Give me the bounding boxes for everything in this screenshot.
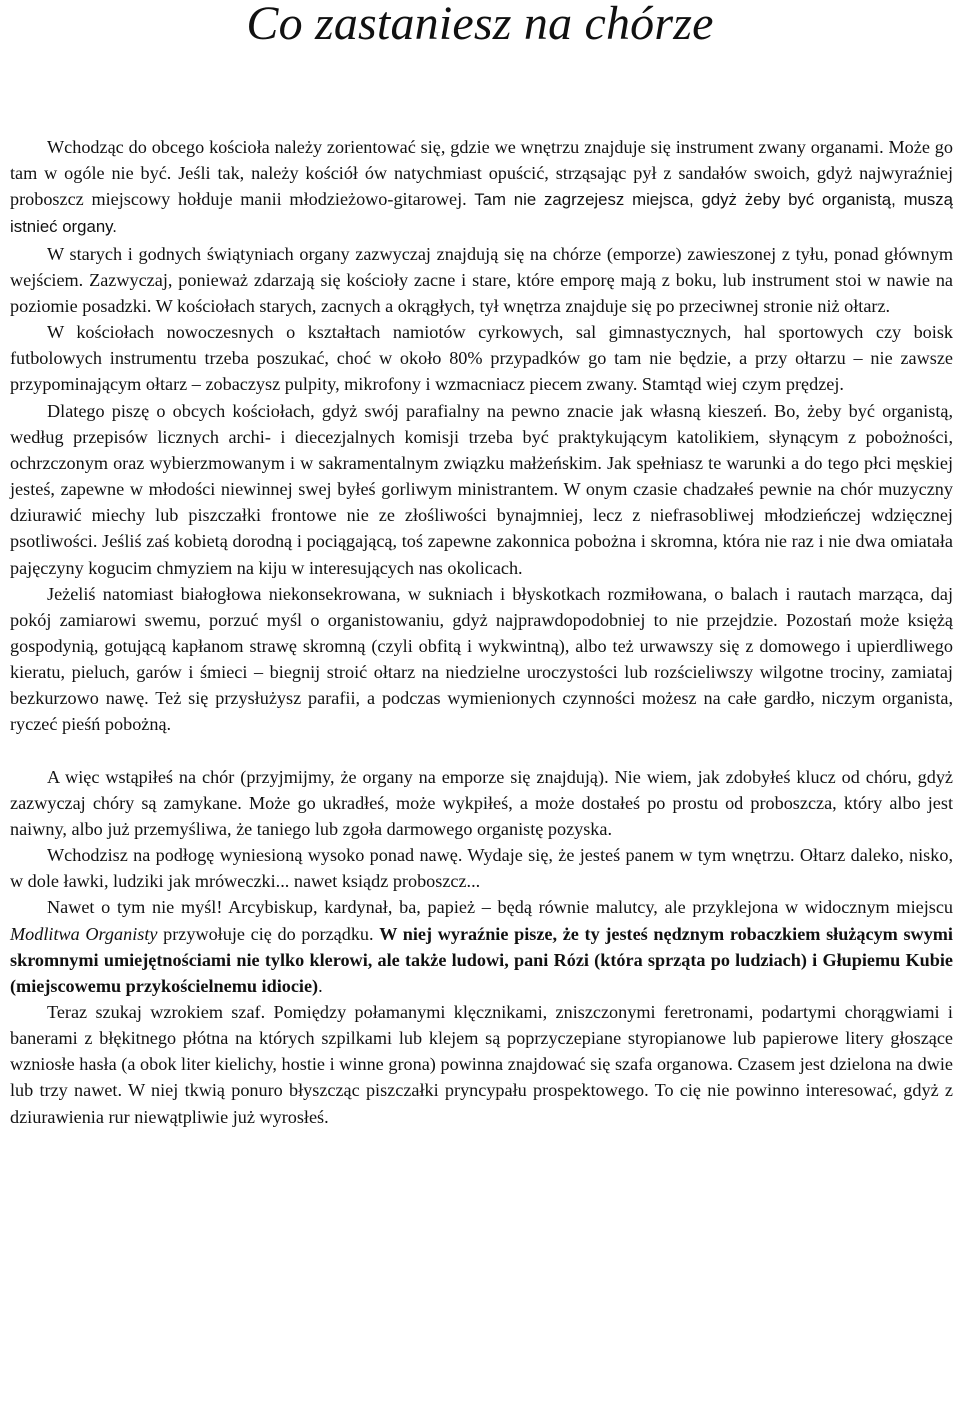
section-spacer <box>10 738 953 764</box>
paragraph-1-text: Wchodząc do obcego kościoła należy zorientować się, gdzie we wnętrzu znajduje się instrument zwany organami. Może go tam w ogóle nie być. Jeśli tak, należy kościół ów natychmiast opuścić, strząsając pył z sandałów swoich, gdyż najwyraźniej proboszcz miejscowy hołduje manii młodzieżowo-gitarowej. <box>10 137 953 210</box>
paragraph-4: Dlatego piszę o obcych kościołach, gdyż swój parafialny na pewno znacie jak własną kieszeń. Bo, żeby być organistą, według przepisów licznych archi- i diecezjalnych komisji trzeba być praktykującym katolikiem, słynącym z pobożności, ochrzczonym oraz wybierzmowanym i w sakramentalnym związku małżeńskim. Jak spełniasz te warunki a do tego płci męskiej jesteś, zapewne w młodości niewinnej swej byłeś gorliwym ministrantem. W onym czasie chadzałeś pewnie na chór muzyczny dziurawić miechy lub piszczałki frontowe nie ze złośliwości bynajmniej, lecz z niefrasobliwej młodzieńczej wdzięcznej psotliwości. Jeśliś zaś kobietą dorodną i pociągającą, toś zapewne zakonnica pobożna i skromna, która nie raz i nie dwa omiatała pajęczyny kogucim chmyziem na kiju w interesujących nas okolicach. <box>10 400 953 578</box>
bold-passage: W niej wyraźnie pisze, że ty jesteś nędznym robaczkiem służącym swymi skromnymi umiejętnościami nie tylko klerowi, ale także ludowi, pani Rózi (która sprząta po ludziach) i Głupiemu Kubie (miejscowemu przykościelnemu idiocie) <box>10 923 953 996</box>
paragraph-5: Jeżeliś natomiast białogłowa niekonsekrowana, w sukniach i błyskotkach rozmiłowana, o balach i rautach marząca, daj pokój zamiarowi swemu, porzuć myśl o organistowaniu, gdyż najprawdopodobniej to nie przejdzie. Pozostań może księżą gospodynią, gotującą kapłanom strawę skromną (czyli obfitą i wykwintną), albo też urwawszy się z domowego i upierdliwego kieratu, pieluch, garów i śmieci – biegnij stroić ołtarz na niedzielne uroczystości lub rozścieliwszy wilgotne trociny, zamiataj bezkurzowo nawę. Też się przysłużysz parafii, a podczas wymienionych czynności możesz na całe gardło, niczym organista, ryczeć pieśń pobożną. <box>10 583 953 735</box>
prayer-title: Modlitwa Organisty <box>10 923 158 944</box>
paragraph-1-sans-text: Tam nie zagrzejesz miejsca, gdyż żeby być organistą, muszą istnieć organy. <box>10 190 954 237</box>
paragraph-1 <box>10 134 953 241</box>
paragraph-3: W kościołach nowoczesnych o kształtach namiotów cyrkowych, sal gimnastycznych, hal sportowych czy boisk futbolowych instrumentu trzeba poszukać, choć w około 80% przypadków go tam nie będzie, a przy ołtarzu – nie zawsze przypominającym ołtarz – zobaczysz pulpity, mikrofony i wzmacniacz piecem zwany. Stamtąd wiej czym prędzej. <box>10 322 953 395</box>
document-body <box>10 134 953 1130</box>
paragraph-8 <box>10 894 953 999</box>
paragraph-7: Wchodzisz na podłogę wyniesioną wysoko ponad nawę. Wydaje się, że jesteś panem w tym wnętrzu. Ołtarz daleko, nisko, w dole ławki, ludziki jak mróweczki... nawet ksiądz proboszcz... <box>10 845 953 892</box>
paragraph-8-text-middle: przywołuje cię do porządku. <box>157 923 380 944</box>
paragraph-9: Teraz szukaj wzrokiem szaf. Pomiędzy połamanymi klęcznikami, zniszczonymi feretronami, podartymi chorągwiami i banerami z błękitnego płótna na których szpilkami lub klejem są poprzyczepiane styropianowe lub papierowe litery głoszące wzniosłe hasła (a obok liter kielichy, hostie i winne grona) powinna znajdować się szafa organowa. Czasem jest dzielona na dwie lub trzy nawet. W niej tkwią ponuro błyszcząc piszczałki pryncypału prospektowego. To cię nie powinno interesować, gdyż z dziurawienia rur niewątpliwie już wyrosłeś. <box>10 1002 953 1127</box>
paragraph-2: W starych i godnych świątyniach organy zazwyczaj znajdują się na chórze (emporze) zawieszonej z tyłu, ponad głównym wejściem. Zazwyczaj, ponieważ zdarzają się kościoły zacne i stare, które emporę mają z boku, lub instrument stoi w nawie na poziomie posadzki. W kościołach starych, zacnych a okrągłych, tył wnętrza znajduje się po przeciwnej stronie niż ołtarz. <box>10 243 953 316</box>
paragraph-6: A więc wstąpiłeś na chór (przyjmijmy, że organy na emporze się znajdują). Nie wiem, jak zdobyłeś klucz od chóru, gdyż zazwyczaj chóry są zamykane. Może go ukradłeś, może wykpiłeś, a może dostałeś po prostu od proboszcza, który albo jest naiwny, albo już przemyśliwa, że taniego lub zgoła darmowego organistę pozyska. <box>10 766 953 839</box>
page-title: Co zastaniesz na chórze <box>246 0 714 50</box>
paragraph-8-text-start: Nawet o tym nie myśl! Arcybiskup, kardynał, ba, papież – będą równie malutcy, ale przyklejona w widocznym miejscu <box>47 897 953 918</box>
paragraph-8-text-end: . <box>318 975 323 996</box>
